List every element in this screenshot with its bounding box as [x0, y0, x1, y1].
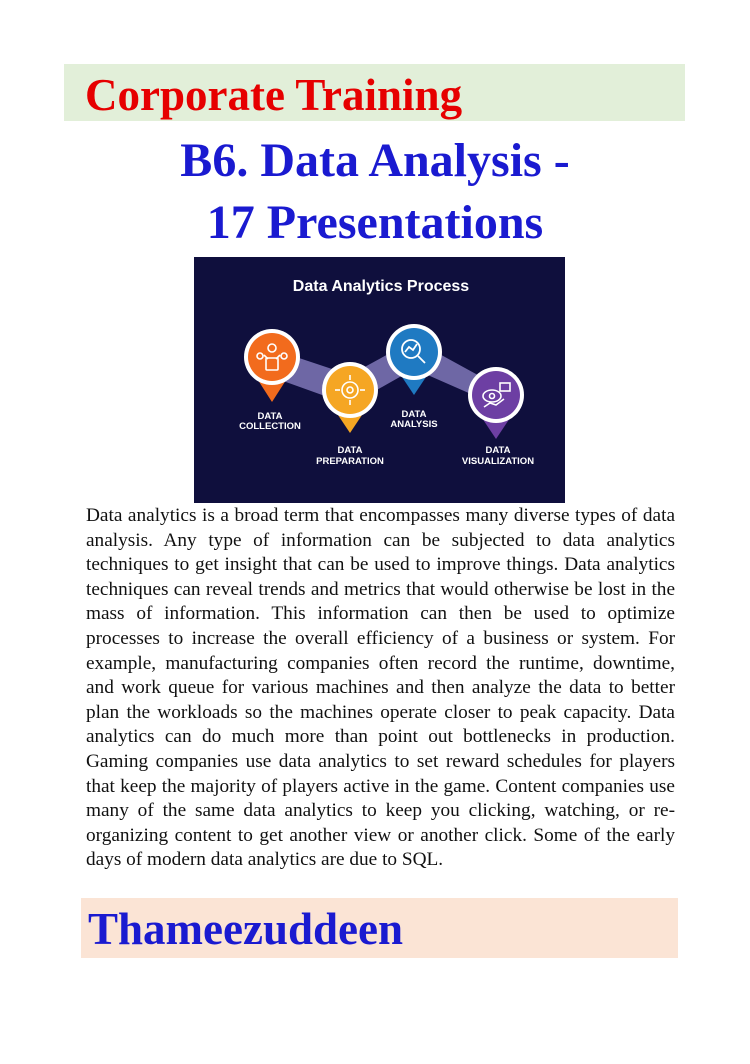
step-label-line2: COLLECTION — [239, 421, 301, 432]
banner-title: Corporate Training — [85, 70, 463, 120]
step-label-line2: ANALYSIS — [390, 419, 438, 430]
data-analytics-process-image — [194, 257, 565, 503]
author-banner — [81, 898, 678, 958]
author-name: Thameezuddeen — [88, 904, 403, 954]
corporate-training-banner — [64, 64, 685, 121]
step-label-line1: DATA — [401, 409, 427, 420]
page-title — [0, 130, 750, 254]
figure-title: Data Analytics Process — [292, 278, 470, 295]
page-title-line1: B6. Data Analysis - — [180, 134, 570, 187]
step-label-line1: DATA — [485, 445, 511, 456]
step-label-line2: PREPARATION — [316, 456, 384, 467]
step-label-line2: VISUALIZATION — [461, 456, 535, 467]
step-label-line1: DATA — [257, 411, 283, 422]
body-paragraph: Data analytics is a broad term that encompasses many diverse types of data analysis. Any type of information can be subjected to data analytics techniques to get insight that can be used to improve things. Data analytics techniques can reveal trends and metrics that would otherwise be lost in the mass of information. This information can then be used to optimize processes to increase the overall efficiency of a business or system. For example, manufacturing companies often record the runtime, downtime, and work queue for various machines and then analyze the data to better plan the workloads so the machines operate closer to peak capacity. Data analytics can do much more than point out bottlenecks in production. Gaming companies use data analytics to set reward schedules for players that keep the majority of players active in the game. Content companies use many of the same data analytics to keep you clicking, watching, or re-organizing content to get another view or another click. Some of the early days of modern data analytics are due to SQL. — [86, 505, 675, 871]
page-title-line2: 17 Presentations — [206, 196, 544, 249]
step-label-line1: DATA — [337, 445, 363, 456]
